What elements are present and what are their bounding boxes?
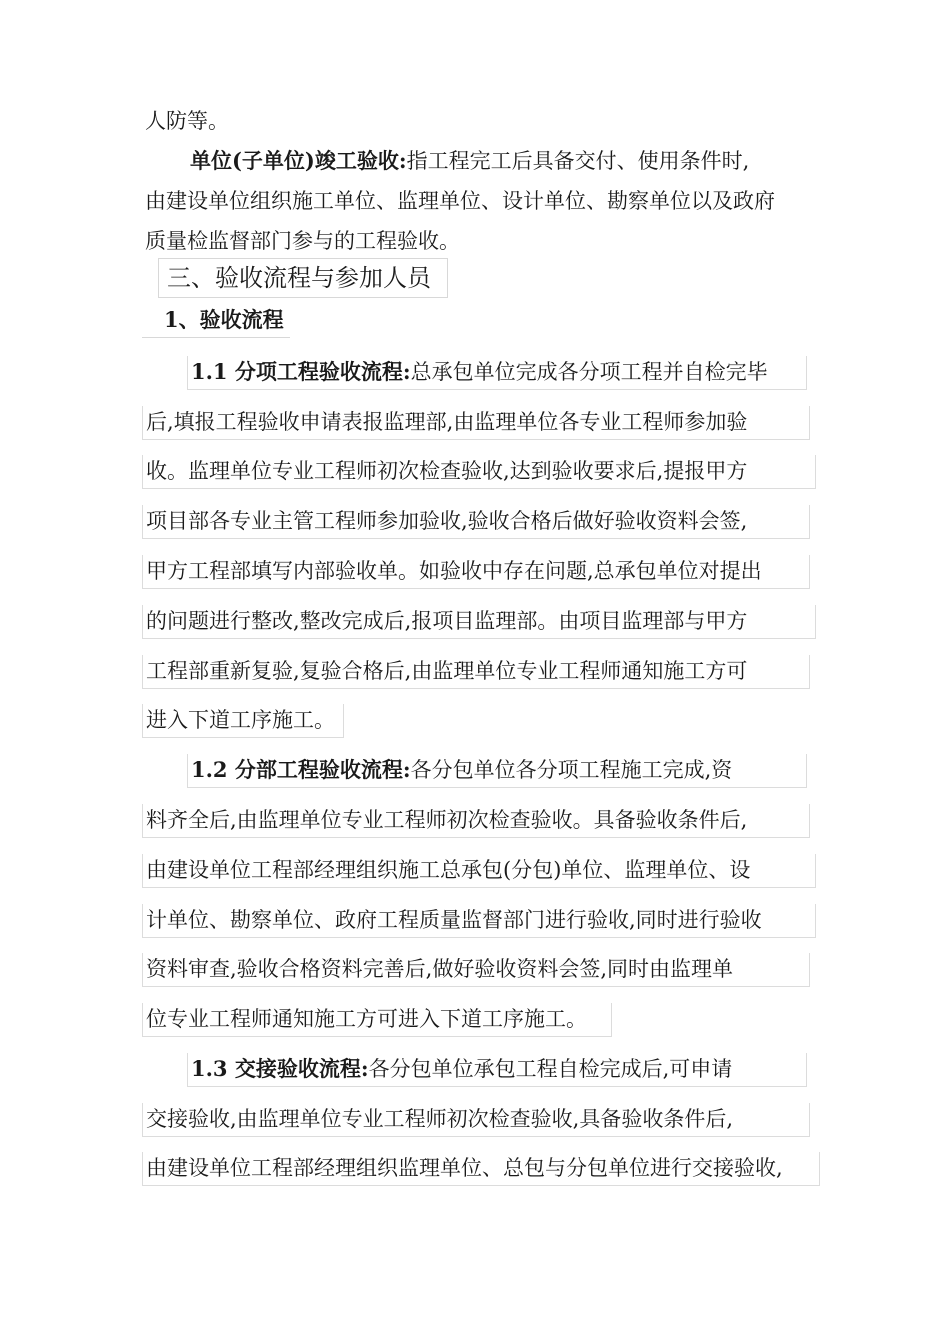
paragraph-text: 计单位、勘察单位、政府工程质量监督部门进行验收,同时进行验收 <box>146 908 762 932</box>
paragraph-1-1-line-3 <box>142 455 816 489</box>
intro-text: 由建设单位组织施工单位、监理单位、设计单位、勘察单位以及政府 <box>145 189 775 213</box>
paragraph-1-1-line-2 <box>142 406 810 440</box>
paragraph-1-2-line-2 <box>142 804 810 838</box>
intro-line-3 <box>145 187 775 215</box>
subsection-heading-box <box>142 302 290 338</box>
paragraph-1-1-line-1 <box>187 356 807 390</box>
paragraph-1-3-line-3 <box>142 1152 820 1186</box>
paragraph-1-1-line-6 <box>142 605 816 639</box>
intro-text: 人防等。 <box>145 109 229 133</box>
paragraph-text: 总承包单位完成各分项工程并自检完毕 <box>410 360 768 384</box>
paragraph-text: 各分包单位各分项工程施工完成,资 <box>410 758 733 782</box>
paragraph-1-2-line-3 <box>142 854 816 888</box>
definition-term: 单位(子单位)竣工验收 <box>190 148 399 173</box>
paragraph-1-1-line-7 <box>142 655 810 689</box>
paragraph-text: 后,填报工程验收申请表报监理部,由监理单位各专业工程师参加验 <box>146 410 748 434</box>
paragraph-text: 工程部重新复验,复验合格后,由监理单位专业工程师通知施工方可 <box>146 659 748 683</box>
paragraph-text: 位专业工程师通知施工方可进入下道工序施工。 <box>146 1007 587 1031</box>
intro-line-2 <box>190 147 749 175</box>
paragraph-1-1-line-8 <box>142 704 344 738</box>
paragraph-text: 进入下道工序施工。 <box>146 708 335 732</box>
definition-text: 指工程完工后具备交付、使用条件时, <box>406 149 750 173</box>
paragraph-label: 1.1 分项工程验收流程: <box>191 359 411 384</box>
section-heading: 三、验收流程与参加人员 <box>167 264 431 292</box>
paragraph-1-2-line-6 <box>142 1003 612 1037</box>
section-heading-box <box>158 258 448 298</box>
paragraph-text: 的问题进行整改,整改完成后,报项目监理部。由项目监理部与甲方 <box>146 609 748 633</box>
intro-text: 质量检监督部门参与的工程验收。 <box>145 229 460 253</box>
paragraph-1-2-line-1 <box>187 754 807 788</box>
paragraph-1-2-line-5 <box>142 953 810 987</box>
intro-line-4 <box>145 227 460 255</box>
paragraph-text: 资料审查,验收合格资料完善后,做好验收资料会签,同时由监理单 <box>146 957 734 981</box>
paragraph-1-1-line-5 <box>142 555 810 589</box>
paragraph-text: 项目部各专业主管工程师参加验收,验收合格后做好验收资料会签, <box>146 509 748 533</box>
subsection-heading: 1、验收流程 <box>164 307 284 332</box>
paragraph-text: 料齐全后,由监理单位专业工程师初次检查验收。具备验收条件后, <box>146 808 748 832</box>
paragraph-text: 甲方工程部填写内部验收单。如验收中存在问题,总承包单位对提出 <box>146 559 762 583</box>
paragraph-text: 交接验收,由监理单位专业工程师初次检查验收,具备验收条件后, <box>146 1107 734 1131</box>
paragraph-1-3-line-2 <box>142 1103 810 1137</box>
paragraph-label: 1.3 交接验收流程: <box>191 1056 369 1081</box>
intro-line-1 <box>145 107 229 135</box>
paragraph-label: 1.2 分部工程验收流程: <box>191 757 411 782</box>
paragraph-1-2-line-4 <box>142 904 816 938</box>
paragraph-text: 各分包单位承包工程自检完成后,可申请 <box>368 1057 733 1081</box>
paragraph-1-3-line-1 <box>187 1053 807 1087</box>
paragraph-text: 收。监理单位专业工程师初次检查验收,达到验收要求后,提报甲方 <box>146 459 748 483</box>
paragraph-text: 由建设单位工程部经理组织施工总承包(分包)单位、监理单位、设 <box>146 858 751 882</box>
paragraph-text: 由建设单位工程部经理组织监理单位、总包与分包单位进行交接验收, <box>146 1156 783 1180</box>
definition-colon: : <box>398 148 407 173</box>
paragraph-1-1-line-4 <box>142 505 810 539</box>
